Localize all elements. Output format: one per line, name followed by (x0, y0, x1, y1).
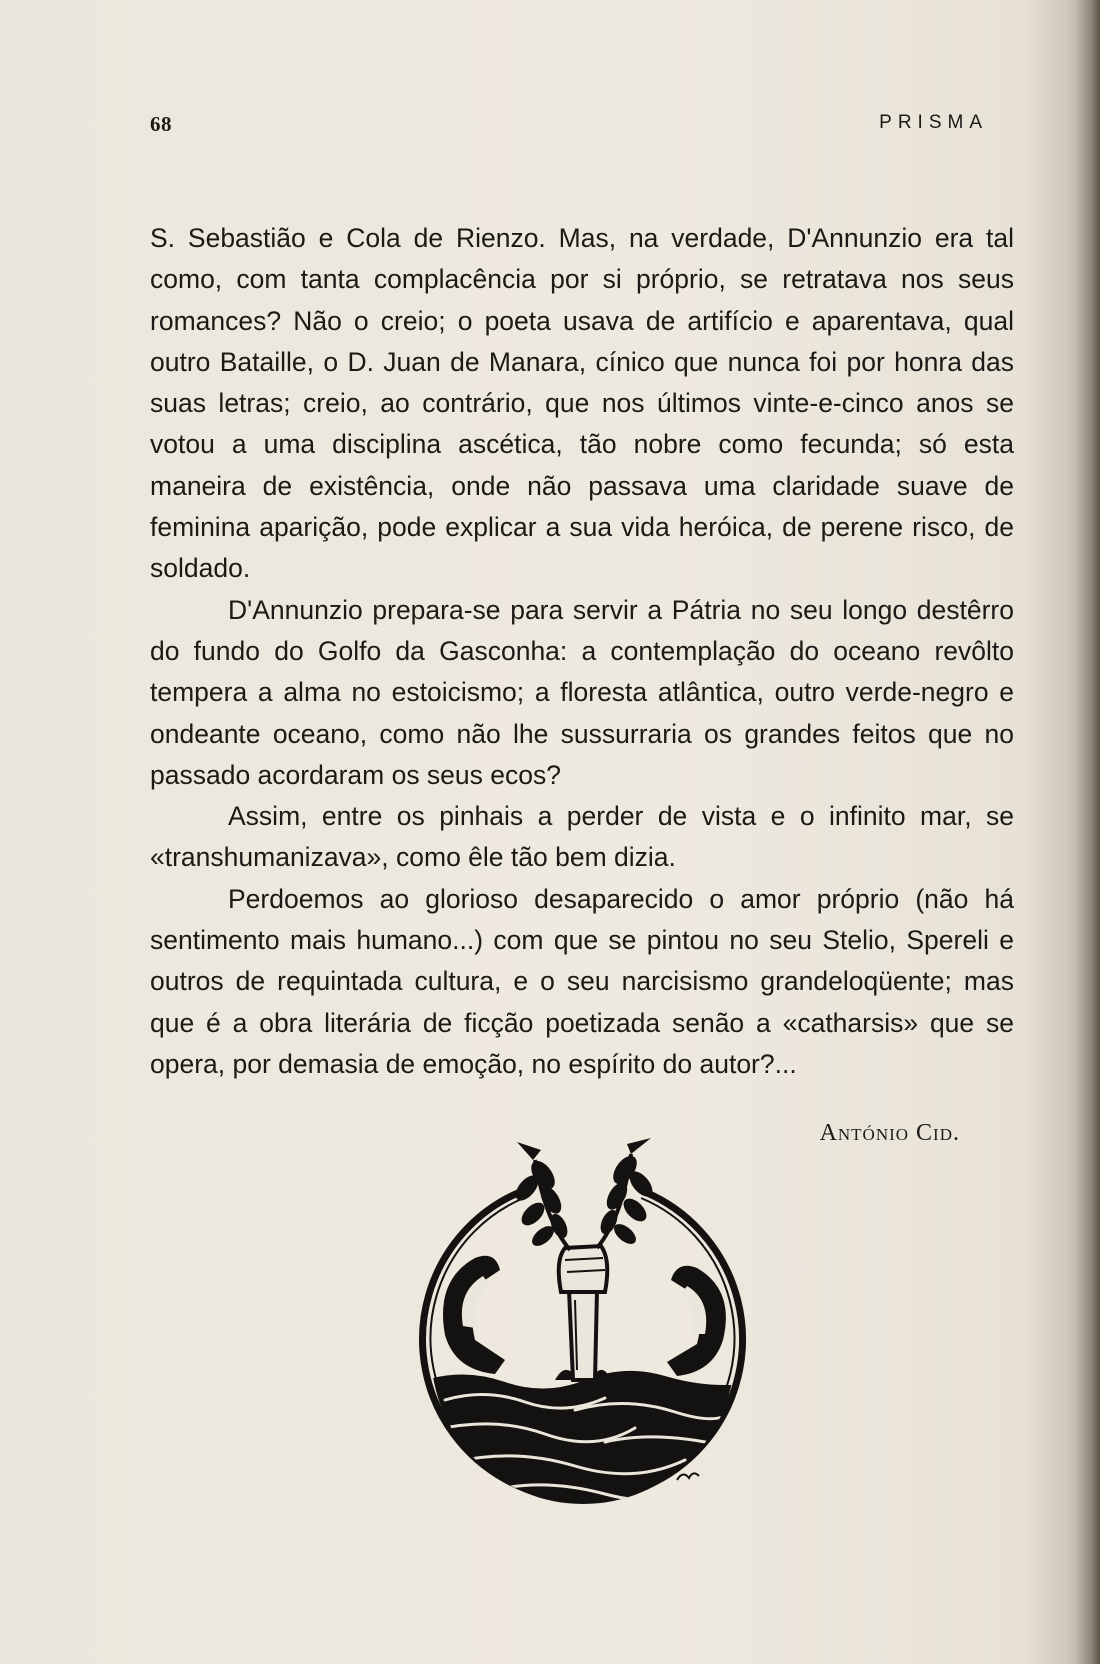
page-number: 68 (150, 112, 172, 136)
paragraph-3: Assim, entre os pinhais a perder de vista e o infinito mar, se «transhumanizava», como êle tão bem dizia. (150, 801, 1014, 873)
paragraph-1: S. Sebastião e Cola de Rienzo. Mas, na verdade, D'Annunzio era tal como, com tanta complacência por si próprio, se retratava nos seus romances? Não o creio; o poeta usava de artifício e aparentava, qual outro Bataille, o D. Juan de Manara, cínico que nunca foi por honra das suas letras; creio, ao contrário, que nos últimos vinte-e-cinco anos se votou a uma disciplina ascética, tão nobre como fecunda; só esta maneira de existência, onde não passava uma claridade suave de feminina aparição, pode explicar a sua vida heróica, de perene risco, de soldado. (150, 223, 1014, 584)
paragraph-4: Perdoemos ao glorioso desaparecido o amor próprio (não há sentimento mais humano...) com que se pintou no seu Stelio, Spereli e outros de requintada cultura, e o seu narcisismo grandeloqüente; mas que é a obra literária de ficção poetizada senão a «catharsis» que se opera, por demasia de emoção, no espírito do autor?... (150, 883, 1014, 1079)
emblem-fist-laurel-sea-icon (405, 1130, 755, 1542)
page-edge-shadow (1076, 0, 1100, 1664)
article-body (150, 218, 1014, 1085)
page-header (150, 112, 988, 142)
running-title: PRISMA (879, 112, 988, 133)
author-signature: António Cid. (819, 1120, 960, 1146)
paragraph-2: D'Annunzio prepara-se para servir a Pátria no seu longo destêrro do fundo do Golfo da Gasconha: a contemplação do oceano revôlto tempera a alma no estoicismo; a floresta atlântica, outro verde-negro e ondeante oceano, como não lhe sussurraria os grandes feitos que no passado acordaram os seus ecos? (150, 594, 1014, 790)
